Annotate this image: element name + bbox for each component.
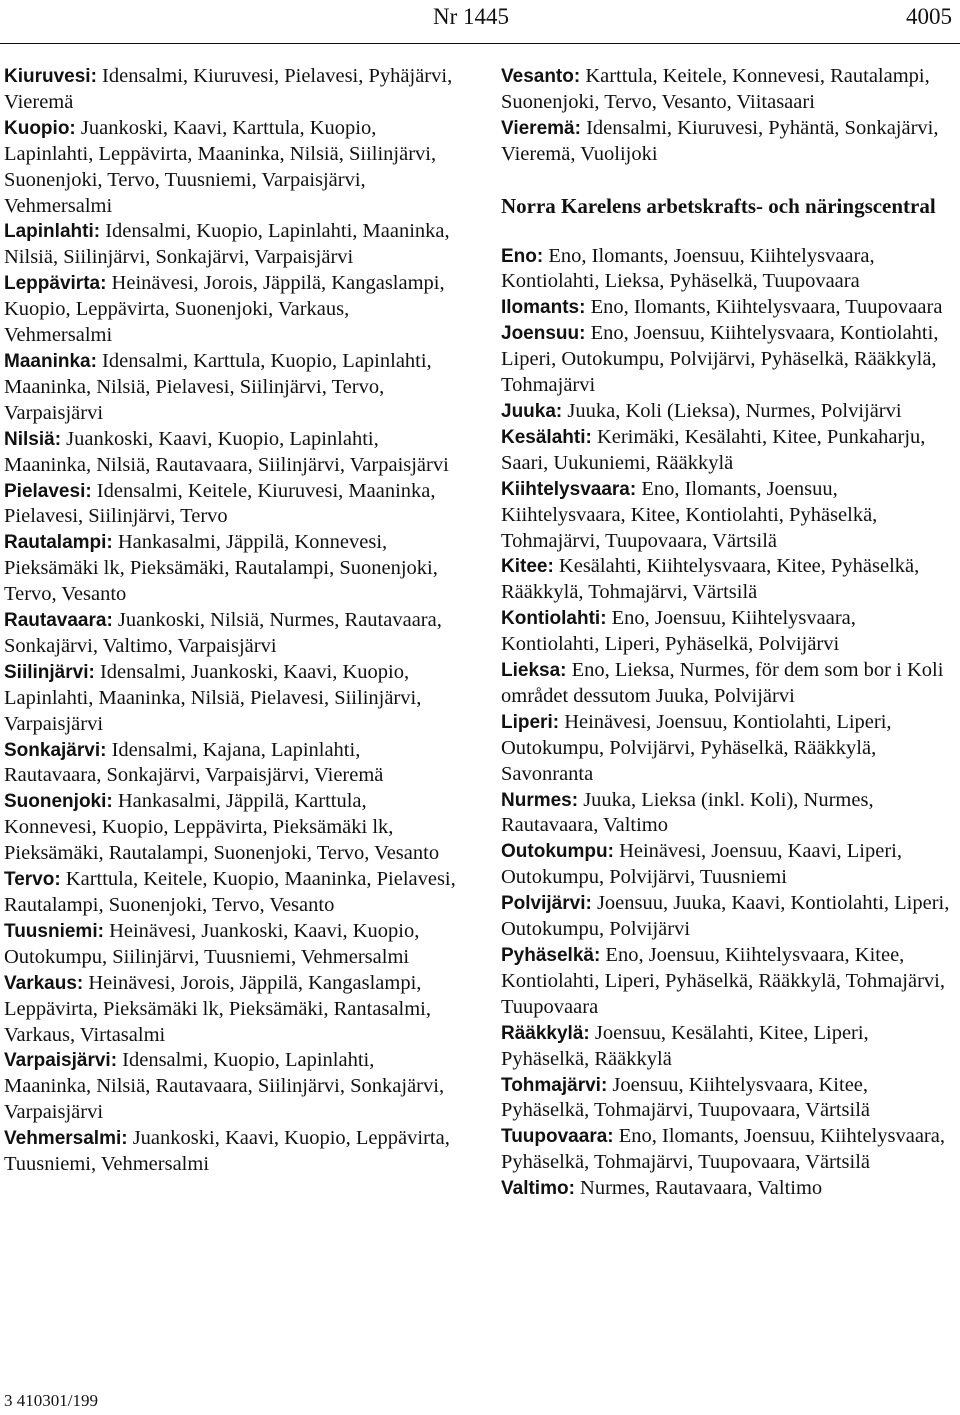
municipality-name: Suonenjoki: [4, 791, 113, 813]
municipality-entry [501, 606, 959, 658]
municipality-entry [501, 64, 959, 116]
municipality-name: Varpaisjärvi: [4, 1050, 118, 1072]
municipality-list: Eno, Ilomants, Joensuu, Kiihtelysvaara, Kontiolahti, Lieksa, Pyhäselkä, Tuupovaara [501, 244, 875, 293]
municipality-entry [501, 1124, 959, 1176]
municipality-list: Joensuu, Juuka, Kaavi, Kontiolahti, Liperi, Outokumpu, Polvijärvi [501, 892, 950, 941]
municipality-entry [501, 295, 959, 321]
municipality-list: Joensuu, Kiihtelysvaara, Kitee, Pyhäselkä, Tohmajärvi, Tuupovaara, Värtsilä [501, 1073, 871, 1122]
municipality-name: Kontiolahti: [501, 608, 607, 630]
municipality-name: Rautavaara: [4, 610, 113, 632]
municipality-name: Lapinlahti: [4, 221, 101, 243]
municipality-list: Juuka, Koli (Lieksa), Nurmes, Polvijärvi [567, 399, 902, 422]
municipality-name: Juuka: [501, 400, 563, 422]
municipality-entry [501, 839, 959, 891]
municipality-entry [4, 1126, 460, 1178]
municipality-list: Idensalmi, Kajana, Lapinlahti, Rautavaara, Sonkajärvi, Varpaisjärvi, Vieremä [4, 738, 384, 787]
municipality-list: Nurmes, Rautavaara, Valtimo [580, 1177, 823, 1200]
municipality-list: Juankoski, Kaavi, Kuopio, Lapinlahti, Maaninka, Nilsiä, Rautavaara, Siilinjärvi, Varpaisjärvi [4, 427, 449, 476]
municipality-entry [4, 219, 460, 271]
municipality-list: Idensalmi, Kuopio, Lapinlahti, Maaninka, Nilsiä, Siilinjärvi, Sonkajärvi, Varpaisjärvi [4, 220, 450, 269]
municipality-list: Idensalmi, Kiuruvesi, Pielavesi, Pyhäjärvi, Vieremä [4, 65, 453, 113]
municipality-list: Idensalmi, Keitele, Kiuruvesi, Maaninka, Pielavesi, Siilinjärvi, Tervo [4, 479, 436, 528]
footer-code: 3 410301/199 [4, 1391, 98, 1410]
municipality-entry [4, 738, 460, 790]
municipality-list: Kerimäki, Kesälahti, Kitee, Punkaharju, Saari, Uukuniemi, Rääkkylä [501, 425, 926, 474]
municipality-name: Maaninka: [4, 350, 97, 372]
municipality-list: Juankoski, Kaavi, Kuopio, Leppävirta, Tuusniemi, Vehmersalmi [4, 1127, 450, 1176]
municipality-list: Karttula, Keitele, Kuopio, Maaninka, Pielavesi, Rautalampi, Suonenjoki, Tervo, Vesanto [4, 868, 456, 916]
municipality-name: Leppävirta: [4, 273, 107, 295]
municipality-name: Tervo: [4, 869, 61, 891]
municipality-entry [501, 788, 959, 840]
header-rule [0, 43, 960, 44]
municipality-entry [501, 1176, 959, 1202]
municipality-name: Kiihtelysvaara: [501, 478, 637, 500]
municipality-entry [501, 477, 959, 555]
municipality-entry [4, 427, 460, 479]
page-number-label: Nr 1445 [433, 4, 510, 29]
municipality-name: Vehmersalmi: [4, 1128, 128, 1150]
municipality-entry [501, 1021, 959, 1073]
municipality-entry [4, 530, 460, 608]
municipality-entry [501, 116, 959, 168]
municipality-entry [4, 479, 460, 531]
municipality-list: Eno, Lieksa, Nurmes, för dem som bor i Koli området dessutom Juuka, Polvijärvi [501, 659, 944, 707]
municipality-name: Tohmajärvi: [501, 1074, 608, 1096]
municipality-name: Nurmes: [501, 789, 579, 811]
municipality-name: Vieremä: [501, 117, 581, 139]
municipality-list: Eno, Ilomants, Joensuu, Kiihtelysvaara, Kitee, Kontiolahti, Pyhäselkä, Tohmajärvi, Tuupovaara, Värtsilä [501, 477, 878, 552]
municipality-list: Eno, Ilomants, Kiihtelysvaara, Tuupovaara [590, 296, 943, 319]
municipality-name: Valtimo: [501, 1178, 575, 1200]
municipality-name: Siilinjärvi: [4, 661, 95, 683]
municipality-list: Hankasalmi, Jäppilä, Konnevesi, Pieksämäki lk, Pieksämäki, Rautalampi, Suonenjoki, Tervo, Vesanto [4, 531, 438, 606]
municipality-name: Pielavesi: [4, 480, 92, 502]
page-number: 4005 [906, 4, 952, 29]
municipality-entry [4, 349, 460, 427]
municipality-entry [501, 1073, 959, 1125]
municipality-entry [501, 399, 959, 425]
municipality-list: Juuka, Lieksa (inkl. Koli), Nurmes, Rautavaara, Valtimo [501, 788, 874, 837]
municipality-entry [4, 64, 460, 116]
municipality-name: Rautalampi: [4, 532, 113, 554]
municipality-name: Varkaus: [4, 972, 84, 994]
municipality-list: Idensalmi, Juankoski, Kaavi, Kuopio, Lapinlahti, Maaninka, Nilsiä, Pielavesi, Siilinjärvi, Varpaisjärvi [4, 660, 422, 735]
municipality-list: Heinävesi, Jorois, Jäppilä, Kangaslampi, Kuopio, Leppävirta, Suonenjoki, Varkaus, Vehmersalmi [4, 272, 445, 347]
municipality-list: Heinävesi, Joensuu, Kaavi, Liperi, Outokumpu, Polvijärvi, Tuusniemi [501, 840, 902, 889]
municipality-list: Heinävesi, Jorois, Jäppilä, Kangaslampi, Leppävirta, Pieksämäki lk, Pieksämäki, Rantasalmi, Varkaus, Virtasalmi [4, 971, 431, 1046]
municipality-name: Vesanto: [501, 66, 581, 87]
municipality-name: Kesälahti: [501, 426, 592, 448]
municipality-list: Hankasalmi, Jäppilä, Karttula, Konnevesi, Kuopio, Leppävirta, Pieksämäki lk, Pieksämäki, Rautalampi, Suonenjoki, Tervo, Vesanto [4, 790, 440, 865]
municipality-list: Juankoski, Kaavi, Karttula, Kuopio, Lapinlahti, Leppävirta, Maaninka, Nilsiä, Siilinjärvi, Suonenjoki, Tervo, Tuusniemi, Varpaisjärvi, Vehmersalmi [4, 116, 437, 217]
municipality-entry [501, 943, 959, 1021]
municipality-name: Kitee: [501, 556, 554, 578]
municipality-name: Kiuruvesi: [4, 66, 97, 87]
municipality-name: Outokumpu: [501, 841, 614, 863]
municipality-entry [501, 710, 959, 788]
municipality-entry [4, 1048, 460, 1126]
municipality-entry [4, 608, 460, 660]
municipality-list: Eno, Joensuu, Kiihtelysvaara, Kitee, Kontiolahti, Liperi, Pyhäselkä, Rääkkylä, Tohmajärvi, Tuupovaara [501, 944, 945, 1018]
municipality-entry [501, 658, 959, 710]
municipality-name: Joensuu: [501, 323, 586, 345]
municipality-name: Liperi: [501, 711, 560, 733]
municipality-name: Rääkkylä: [501, 1022, 590, 1044]
municipality-entry [4, 789, 460, 867]
municipality-entry [4, 919, 460, 971]
municipality-name: Eno: [501, 245, 544, 267]
municipality-entry [4, 971, 460, 1049]
municipality-list: Juankoski, Nilsiä, Nurmes, Rautavaara, Sonkajärvi, Valtimo, Varpaisjärvi [4, 609, 442, 657]
municipality-entry [4, 116, 460, 220]
municipality-list: Joensuu, Kesälahti, Kitee, Liperi, Pyhäselkä, Rääkkylä [501, 1021, 869, 1070]
municipality-list: Eno, Joensuu, Kiihtelysvaara, Kontiolahti, Liperi, Outokumpu, Polvijärvi, Pyhäselkä, Rääkkylä, Tohmajärvi [501, 322, 939, 397]
municipality-list: Heinävesi, Juankoski, Kaavi, Kuopio, Outokumpu, Siilinjärvi, Tuusniemi, Vehmersalmi [4, 919, 420, 968]
municipality-name: Ilomants: [501, 297, 586, 319]
municipality-entry [4, 660, 460, 738]
municipality-entry [501, 554, 959, 606]
municipality-list: Heinävesi, Joensuu, Kontiolahti, Liperi, Outokumpu, Polvijärvi, Pyhäselkä, Rääkkylä, Savonranta [501, 710, 892, 785]
municipality-entry [4, 867, 460, 919]
municipality-entry [501, 425, 959, 477]
section-heading: Norra Karelens arbetskrafts- och näringscentral [501, 193, 936, 218]
municipality-list: Karttula, Keitele, Konnevesi, Rautalampi, Suonenjoki, Tervo, Vesanto, Viitasaari [501, 65, 930, 113]
municipality-name: Lieksa: [501, 660, 567, 682]
municipality-list: Idensalmi, Karttula, Kuopio, Lapinlahti, Maaninka, Nilsiä, Pielavesi, Siilinjärvi, Tervo, Varpaisjärvi [4, 349, 432, 424]
municipality-entry [501, 244, 959, 296]
municipality-list: Kesälahti, Kiihtelysvaara, Kitee, Pyhäselkä, Rääkkylä, Tohmajärvi, Värtsilä [501, 555, 920, 604]
municipality-list: Eno, Ilomants, Joensuu, Kiihtelysvaara, Pyhäselkä, Tohmajärvi, Tuupovaara, Värtsilä [501, 1125, 945, 1174]
municipality-name: Kuopio: [4, 117, 76, 139]
municipality-entry [4, 271, 460, 349]
municipality-name: Tuupovaara: [501, 1126, 614, 1148]
municipality-name: Sonkajärvi: [4, 739, 107, 761]
municipality-list: Idensalmi, Kiuruvesi, Pyhäntä, Sonkajärvi, Vieremä, Vuolijoki [501, 116, 939, 165]
municipality-name: Pyhäselkä: [501, 945, 601, 966]
municipality-entry [501, 321, 959, 399]
municipality-list: Eno, Joensuu, Kiihtelysvaara, Kontiolahti, Liperi, Pyhäselkä, Polvijärvi [501, 607, 856, 656]
municipality-name: Nilsiä: [4, 428, 62, 450]
municipality-name: Polvijärvi: [501, 893, 592, 915]
municipality-entry [501, 891, 959, 943]
municipality-list: Idensalmi, Kuopio, Lapinlahti, Maaninka, Nilsiä, Rautavaara, Siilinjärvi, Sonkajärvi, Varpaisjärvi [4, 1049, 445, 1124]
municipality-name: Tuusniemi: [4, 920, 104, 942]
right-column [501, 64, 959, 1202]
left-column [4, 64, 460, 1178]
